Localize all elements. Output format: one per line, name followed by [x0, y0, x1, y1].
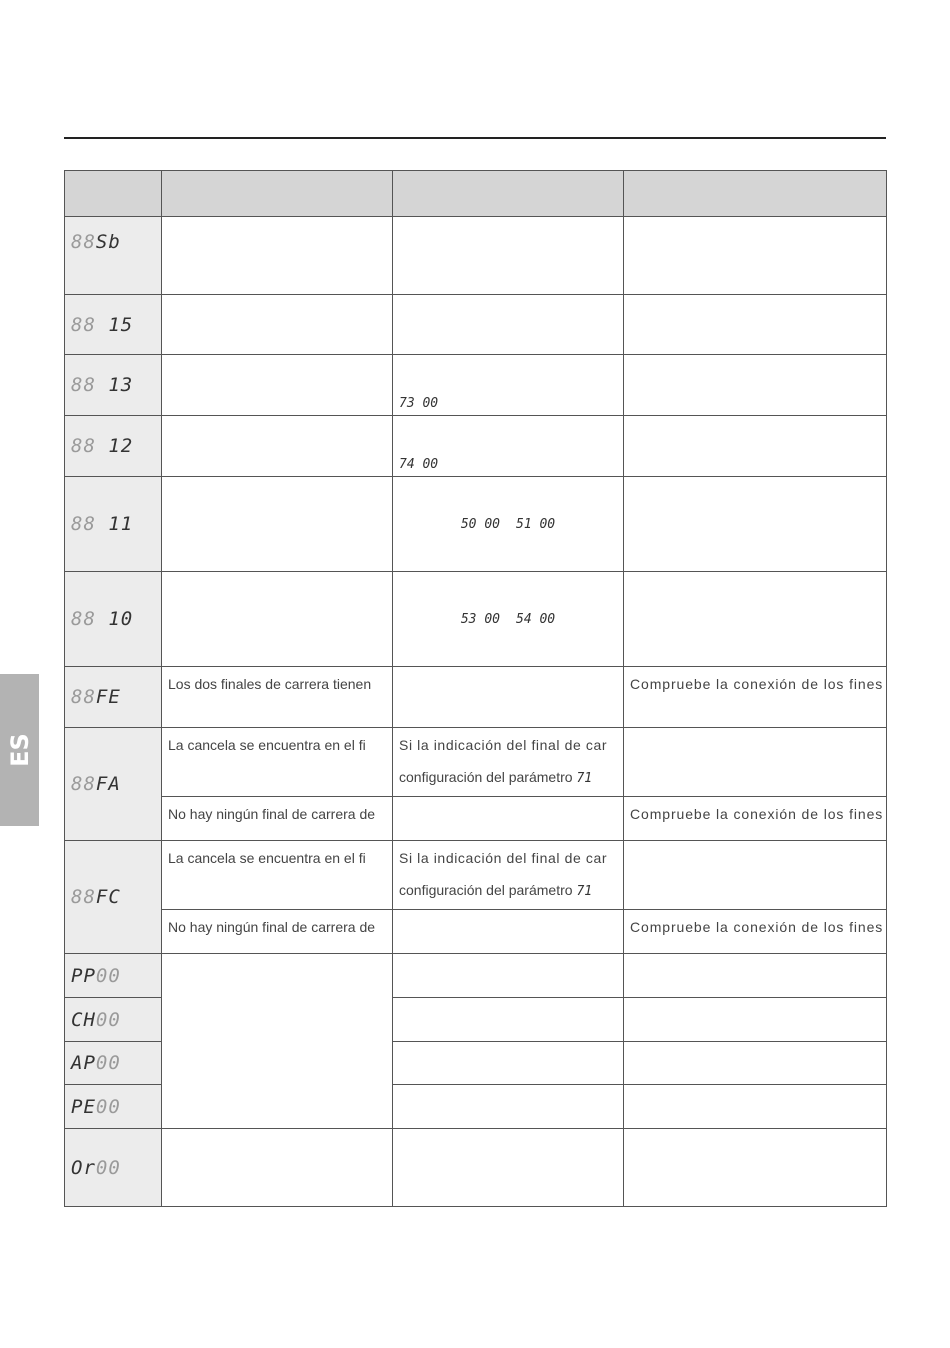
code-cell: Or00	[65, 1129, 162, 1207]
code-cell: 88 12	[65, 416, 162, 477]
code-cell: PP00	[65, 954, 162, 998]
code-cell: 88 15	[65, 295, 162, 355]
table-row	[65, 572, 887, 667]
header-cell-solution	[624, 171, 887, 217]
table-row	[65, 910, 887, 954]
cause-cell: Si la indicación del final de car configuración del parámetro 71	[393, 841, 624, 910]
cause-cell	[393, 416, 624, 477]
solution-cell: Compruebe la conexión de los fines	[624, 797, 887, 841]
param-code: 53 00	[460, 612, 500, 627]
code-cell: 88 10	[65, 572, 162, 667]
table-row	[65, 1129, 887, 1207]
cause-cell: Si la indicación del final de car configuración del parámetro 71	[393, 728, 624, 797]
description-cell: No hay ningún final de carrera de	[162, 797, 393, 841]
header-cell-cause	[393, 171, 624, 217]
param-code: 50 00	[460, 517, 500, 532]
cause-cell	[393, 355, 624, 416]
table-header-row	[65, 171, 887, 217]
header-rule	[64, 137, 886, 139]
param-code: 73 00	[399, 396, 439, 411]
solution-cell: Compruebe la conexión de los fines	[624, 667, 887, 728]
param-code: 74 00	[399, 457, 439, 472]
header-cell-code	[65, 171, 162, 217]
header-cell-description	[162, 171, 393, 217]
code-cell: 88FE	[65, 667, 162, 728]
param-code: 54 00	[516, 612, 556, 627]
table-row	[65, 667, 887, 728]
table-row	[65, 217, 887, 295]
description-cell: No hay ningún final de carrera de	[162, 910, 393, 954]
table-row	[65, 797, 887, 841]
cause-cell	[393, 572, 624, 667]
language-tab	[0, 674, 39, 826]
table-row	[65, 355, 887, 416]
table-row	[65, 728, 887, 797]
code-cell: AP00	[65, 1042, 162, 1085]
table-row	[65, 841, 887, 910]
cause-cell	[393, 477, 624, 572]
code-cell: 88Sb	[65, 217, 162, 295]
code-cell: 88FC	[65, 841, 162, 954]
description-cell: La cancela se encuentra en el fi	[162, 728, 393, 797]
description-cell: La cancela se encuentra en el fi	[162, 841, 393, 910]
code-cell: CH00	[65, 998, 162, 1042]
error-table	[64, 170, 887, 1207]
description-cell	[162, 954, 393, 1129]
table-row	[65, 477, 887, 572]
language-tab-label: ES	[5, 733, 34, 767]
table-row	[65, 416, 887, 477]
table-row	[65, 954, 887, 998]
code-cell: 88 13	[65, 355, 162, 416]
table-row	[65, 295, 887, 355]
description-cell: Los dos finales de carrera tienen	[162, 667, 393, 728]
param-code: 51 00	[516, 517, 556, 532]
code-cell: 88 11	[65, 477, 162, 572]
solution-cell: Compruebe la conexión de los fines	[624, 910, 887, 954]
code-cell: 88FA	[65, 728, 162, 841]
code-cell: PE00	[65, 1085, 162, 1129]
